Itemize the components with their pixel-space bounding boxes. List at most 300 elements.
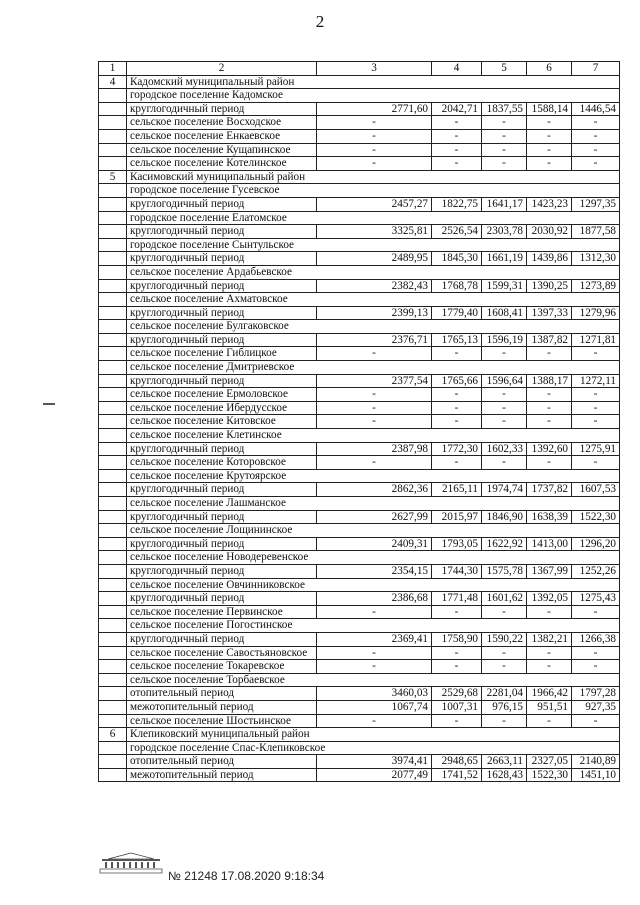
value-cell: 1266,38: [572, 632, 620, 646]
table-row: [99, 483, 620, 497]
row-number-cell: [99, 578, 127, 592]
row-number-cell: [99, 456, 127, 470]
value-cell: -: [527, 347, 572, 361]
value-cell: 1271,81: [572, 333, 620, 347]
row-label-cell: круглогодичный период: [127, 442, 317, 456]
value-cell: 2948,65: [432, 755, 482, 769]
table-row: [99, 89, 620, 103]
value-cell: 1382,21: [527, 632, 572, 646]
row-label-cell: Клепиковский муниципальный район: [127, 728, 620, 742]
value-cell: 1275,43: [572, 592, 620, 606]
value-cell: 2489,95: [317, 252, 432, 266]
value-cell: 1446,54: [572, 102, 620, 116]
value-cell: 1273,89: [572, 279, 620, 293]
table-row: [99, 306, 620, 320]
value-cell: -: [482, 143, 527, 157]
value-cell: -: [572, 415, 620, 429]
table-row: [99, 592, 620, 606]
value-cell: 1822,75: [432, 197, 482, 211]
value-cell: -: [432, 401, 482, 415]
value-cell: 1588,14: [527, 102, 572, 116]
table-row: [99, 211, 620, 225]
value-cell: -: [432, 714, 482, 728]
table-row: [99, 170, 620, 184]
row-number-cell: [99, 619, 127, 633]
value-cell: -: [317, 157, 432, 171]
table-row: [99, 184, 620, 198]
value-cell: -: [527, 388, 572, 402]
row-label-cell: круглогодичный период: [127, 510, 317, 524]
row-label-cell: круглогодичный период: [127, 279, 317, 293]
row-number-cell: [99, 605, 127, 619]
value-cell: 2526,54: [432, 225, 482, 239]
row-number-cell: [99, 551, 127, 565]
value-cell: -: [572, 347, 620, 361]
value-cell: 2369,41: [317, 632, 432, 646]
value-cell: -: [572, 456, 620, 470]
value-cell: 1272,11: [572, 374, 620, 388]
value-cell: 1797,28: [572, 687, 620, 701]
value-cell: 2771,60: [317, 102, 432, 116]
value-cell: -: [572, 660, 620, 674]
value-cell: 976,15: [482, 700, 527, 714]
value-cell: 951,51: [527, 700, 572, 714]
table-row: [99, 673, 620, 687]
value-cell: -: [482, 347, 527, 361]
value-cell: 1397,33: [527, 306, 572, 320]
value-cell: -: [482, 116, 527, 130]
value-cell: 1599,31: [482, 279, 527, 293]
value-cell: -: [527, 143, 572, 157]
value-cell: 1522,30: [572, 510, 620, 524]
row-label-cell: сельское поселение Булгаковское: [127, 320, 620, 334]
value-cell: -: [572, 401, 620, 415]
value-cell: -: [432, 143, 482, 157]
value-cell: 1845,30: [432, 252, 482, 266]
row-label-cell: сельское поселение Китовское: [127, 415, 317, 429]
value-cell: 1758,90: [432, 632, 482, 646]
table-row: [99, 660, 620, 674]
value-cell: 2042,71: [432, 102, 482, 116]
value-cell: -: [317, 456, 432, 470]
row-label-cell: городское поселение Сынтульское: [127, 238, 620, 252]
row-label-cell: городское поселение Кадомское: [127, 89, 620, 103]
table-row: [99, 265, 620, 279]
row-label-cell: сельское поселение Которовское: [127, 456, 317, 470]
row-number-cell: [99, 510, 127, 524]
table-row: [99, 279, 620, 293]
value-cell: 2165,11: [432, 483, 482, 497]
value-cell: -: [482, 660, 527, 674]
table-row: [99, 497, 620, 511]
table-row: [99, 333, 620, 347]
value-cell: 1793,05: [432, 537, 482, 551]
table-row: [99, 293, 620, 307]
table-row: [99, 551, 620, 565]
row-label-cell: сельское поселение Лощининское: [127, 524, 620, 538]
table-row: [99, 605, 620, 619]
row-number-cell: [99, 347, 127, 361]
table-row: [99, 374, 620, 388]
value-cell: 2303,78: [482, 225, 527, 239]
table-row: [99, 252, 620, 266]
value-cell: 1737,82: [527, 483, 572, 497]
value-cell: -: [432, 456, 482, 470]
value-cell: 1367,99: [527, 564, 572, 578]
row-number-cell: [99, 238, 127, 252]
row-label-cell: отопительный период: [127, 687, 317, 701]
row-label-cell: сельское поселение Лашманское: [127, 497, 620, 511]
value-cell: -: [432, 605, 482, 619]
value-cell: 1837,55: [482, 102, 527, 116]
value-cell: 2140,89: [572, 755, 620, 769]
row-number-cell: [99, 184, 127, 198]
value-cell: 2663,11: [482, 755, 527, 769]
row-number-cell: [99, 401, 127, 415]
table-row: [99, 469, 620, 483]
row-number-cell: [99, 279, 127, 293]
value-cell: 1661,19: [482, 252, 527, 266]
row-number-cell: [99, 143, 127, 157]
value-cell: 1744,30: [432, 564, 482, 578]
table-row: [99, 225, 620, 239]
row-number-cell: [99, 361, 127, 375]
row-number-cell: [99, 700, 127, 714]
table-row: [99, 401, 620, 415]
value-cell: -: [317, 605, 432, 619]
value-cell: 2409,31: [317, 537, 432, 551]
table-row: [99, 510, 620, 524]
value-cell: -: [432, 388, 482, 402]
value-cell: 3325,81: [317, 225, 432, 239]
row-label-cell: межотопительный период: [127, 768, 317, 782]
value-cell: 1413,00: [527, 537, 572, 551]
value-cell: -: [317, 388, 432, 402]
value-cell: -: [317, 116, 432, 130]
row-number-cell: [99, 687, 127, 701]
row-label-cell: межотопительный период: [127, 700, 317, 714]
row-label-cell: сельское поселение Токаревское: [127, 660, 317, 674]
value-cell: 927,35: [572, 700, 620, 714]
value-cell: 1638,39: [527, 510, 572, 524]
row-number-cell: [99, 320, 127, 334]
value-cell: -: [482, 129, 527, 143]
value-cell: -: [317, 646, 432, 660]
row-label-cell: сельское поселение Крутоярское: [127, 469, 620, 483]
value-cell: 1765,66: [432, 374, 482, 388]
row-label-cell: городское поселение Гусевское: [127, 184, 620, 198]
row-number-cell: [99, 415, 127, 429]
value-cell: -: [527, 714, 572, 728]
value-cell: 1779,40: [432, 306, 482, 320]
row-number-cell: [99, 293, 127, 307]
value-cell: -: [572, 388, 620, 402]
value-cell: -: [482, 714, 527, 728]
row-number-cell: [99, 537, 127, 551]
value-cell: 1575,78: [482, 564, 527, 578]
row-number-cell: [99, 646, 127, 660]
value-cell: 1390,25: [527, 279, 572, 293]
value-cell: 1846,90: [482, 510, 527, 524]
value-cell: 1966,42: [527, 687, 572, 701]
value-cell: 2354,15: [317, 564, 432, 578]
value-cell: -: [527, 660, 572, 674]
value-cell: -: [572, 714, 620, 728]
value-cell: -: [317, 714, 432, 728]
table-row: [99, 361, 620, 375]
row-label-cell: круглогодичный период: [127, 197, 317, 211]
row-label-cell: круглогодичный период: [127, 374, 317, 388]
value-cell: 1451,10: [572, 768, 620, 782]
value-cell: -: [527, 157, 572, 171]
table-row: [99, 537, 620, 551]
table-row: [99, 129, 620, 143]
value-cell: 2030,92: [527, 225, 572, 239]
value-cell: 1628,43: [482, 768, 527, 782]
row-number-cell: [99, 388, 127, 402]
value-cell: 1772,30: [432, 442, 482, 456]
row-number-cell: [99, 497, 127, 511]
value-cell: 1423,23: [527, 197, 572, 211]
header-cell: 2: [127, 62, 317, 76]
table-row: [99, 238, 620, 252]
header-cell: 3: [317, 62, 432, 76]
table-row: [99, 632, 620, 646]
value-cell: 2862,36: [317, 483, 432, 497]
value-cell: 1297,35: [572, 197, 620, 211]
header-cell: 5: [482, 62, 527, 76]
row-number-cell: [99, 211, 127, 225]
row-label-cell: сельское поселение Восходское: [127, 116, 317, 130]
table-row: [99, 197, 620, 211]
row-number-cell: [99, 632, 127, 646]
table-row: [99, 347, 620, 361]
value-cell: -: [572, 646, 620, 660]
value-cell: 2382,43: [317, 279, 432, 293]
page-number: 2: [315, 12, 325, 31]
value-cell: 1392,05: [527, 592, 572, 606]
row-number-cell: [99, 89, 127, 103]
table-row: [99, 75, 620, 89]
row-label-cell: Кадомский муниципальный район: [127, 75, 620, 89]
row-number-cell: [99, 102, 127, 116]
row-number-cell: [99, 673, 127, 687]
row-label-cell: сельское поселение Торбаевское: [127, 673, 620, 687]
row-number-cell: [99, 374, 127, 388]
value-cell: -: [482, 415, 527, 429]
value-cell: -: [317, 129, 432, 143]
row-number-cell: [99, 225, 127, 239]
value-cell: 1388,17: [527, 374, 572, 388]
table-row: [99, 456, 620, 470]
value-cell: 1596,19: [482, 333, 527, 347]
value-cell: -: [527, 116, 572, 130]
table-row: [99, 687, 620, 701]
value-cell: 3460,03: [317, 687, 432, 701]
value-cell: 2077,49: [317, 768, 432, 782]
value-cell: 1641,17: [482, 197, 527, 211]
value-cell: 2327,05: [527, 755, 572, 769]
value-cell: -: [317, 401, 432, 415]
value-cell: -: [432, 646, 482, 660]
row-label-cell: круглогодичный период: [127, 483, 317, 497]
table-row: [99, 741, 620, 755]
table-row: [99, 768, 620, 782]
value-cell: -: [482, 456, 527, 470]
row-label-cell: городское поселение Елатомское: [127, 211, 620, 225]
value-cell: -: [572, 605, 620, 619]
row-number-cell: [99, 157, 127, 171]
row-label-cell: круглогодичный период: [127, 252, 317, 266]
value-cell: 2376,71: [317, 333, 432, 347]
value-cell: -: [527, 456, 572, 470]
value-cell: 2399,13: [317, 306, 432, 320]
header-cell: 4: [432, 62, 482, 76]
value-cell: 2387,98: [317, 442, 432, 456]
row-label-cell: круглогодичный период: [127, 102, 317, 116]
table-header-row: [99, 62, 620, 76]
value-cell: 1279,96: [572, 306, 620, 320]
row-number-cell: [99, 741, 127, 755]
row-number-cell: 6: [99, 728, 127, 742]
table-row: [99, 524, 620, 538]
table-row: [99, 728, 620, 742]
value-cell: 1974,74: [482, 483, 527, 497]
margin-mark: [43, 403, 55, 405]
document-number: № 21248 17.08.2020 9:18:34: [168, 869, 325, 883]
row-label-cell: круглогодичный период: [127, 225, 317, 239]
header-cell: 1: [99, 62, 127, 76]
row-label-cell: сельское поселение Ибердусское: [127, 401, 317, 415]
value-cell: 1590,22: [482, 632, 527, 646]
value-cell: -: [572, 143, 620, 157]
value-cell: -: [432, 116, 482, 130]
row-label-cell: круглогодичный период: [127, 592, 317, 606]
row-label-cell: сельское поселение Енкаевское: [127, 129, 317, 143]
row-label-cell: сельское поселение Погостинское: [127, 619, 620, 633]
table-row: [99, 700, 620, 714]
table-row: [99, 320, 620, 334]
value-cell: 2627,99: [317, 510, 432, 524]
value-cell: -: [527, 646, 572, 660]
row-number-cell: [99, 429, 127, 443]
row-number-cell: 4: [99, 75, 127, 89]
row-label-cell: сельское поселение Шостьинское: [127, 714, 317, 728]
value-cell: -: [527, 129, 572, 143]
row-label-cell: сельское поселение Ахматовское: [127, 293, 620, 307]
value-cell: 1765,13: [432, 333, 482, 347]
table-row: [99, 157, 620, 171]
row-label-cell: сельское поселение Дмитриевское: [127, 361, 620, 375]
row-label-cell: городское поселение Спас-Клепиковское: [127, 741, 620, 755]
row-label-cell: сельское поселение Ардабьевское: [127, 265, 620, 279]
value-cell: 2529,68: [432, 687, 482, 701]
value-cell: -: [482, 605, 527, 619]
row-label-cell: круглогодичный период: [127, 564, 317, 578]
row-number-cell: [99, 442, 127, 456]
value-cell: 1768,78: [432, 279, 482, 293]
value-cell: 1007,31: [432, 700, 482, 714]
table-body: [99, 62, 620, 782]
value-cell: 1741,52: [432, 768, 482, 782]
tariff-table: [98, 61, 620, 782]
row-number-cell: [99, 469, 127, 483]
value-cell: -: [482, 388, 527, 402]
row-label-cell: круглогодичный период: [127, 632, 317, 646]
value-cell: -: [432, 157, 482, 171]
value-cell: 1607,53: [572, 483, 620, 497]
value-cell: 3974,41: [317, 755, 432, 769]
row-label-cell: отопительный период: [127, 755, 317, 769]
header-cell: 7: [572, 62, 620, 76]
value-cell: 2281,04: [482, 687, 527, 701]
row-label-cell: Касимовский муниципальный район: [127, 170, 620, 184]
row-number-cell: [99, 524, 127, 538]
row-label-cell: сельское поселение Новодеревенское: [127, 551, 620, 565]
value-cell: -: [432, 347, 482, 361]
table-row: [99, 619, 620, 633]
value-cell: 1608,41: [482, 306, 527, 320]
value-cell: -: [317, 415, 432, 429]
row-label-cell: сельское поселение Овчинниковское: [127, 578, 620, 592]
value-cell: 1771,48: [432, 592, 482, 606]
row-number-cell: [99, 768, 127, 782]
value-cell: 2386,68: [317, 592, 432, 606]
row-number-cell: 5: [99, 170, 127, 184]
building-logo-icon: [98, 852, 164, 874]
value-cell: -: [572, 129, 620, 143]
value-cell: 1522,30: [527, 768, 572, 782]
table-row: [99, 116, 620, 130]
value-cell: -: [482, 646, 527, 660]
value-cell: 1252,26: [572, 564, 620, 578]
row-label-cell: сельское поселение Первинское: [127, 605, 317, 619]
table-row: [99, 714, 620, 728]
value-cell: 1601,62: [482, 592, 527, 606]
row-number-cell: [99, 197, 127, 211]
row-label-cell: круглогодичный период: [127, 333, 317, 347]
table-row: [99, 646, 620, 660]
row-label-cell: сельское поселение Котелинское: [127, 157, 317, 171]
value-cell: 1312,30: [572, 252, 620, 266]
value-cell: -: [317, 347, 432, 361]
value-cell: -: [572, 116, 620, 130]
row-number-cell: [99, 483, 127, 497]
value-cell: 1387,82: [527, 333, 572, 347]
value-cell: -: [317, 660, 432, 674]
row-number-cell: [99, 306, 127, 320]
row-label-cell: круглогодичный период: [127, 306, 317, 320]
table-row: [99, 755, 620, 769]
value-cell: -: [482, 157, 527, 171]
value-cell: -: [482, 401, 527, 415]
table-row: [99, 143, 620, 157]
row-number-cell: [99, 592, 127, 606]
value-cell: 1392,60: [527, 442, 572, 456]
value-cell: 2377,54: [317, 374, 432, 388]
value-cell: 1602,33: [482, 442, 527, 456]
row-number-cell: [99, 755, 127, 769]
header-cell: 6: [527, 62, 572, 76]
value-cell: 1275,91: [572, 442, 620, 456]
table-row: [99, 578, 620, 592]
row-label-cell: сельское поселение Ермоловское: [127, 388, 317, 402]
row-number-cell: [99, 333, 127, 347]
row-number-cell: [99, 714, 127, 728]
value-cell: 1439,86: [527, 252, 572, 266]
row-label-cell: сельское поселение Савостьяновское: [127, 646, 317, 660]
row-number-cell: [99, 129, 127, 143]
